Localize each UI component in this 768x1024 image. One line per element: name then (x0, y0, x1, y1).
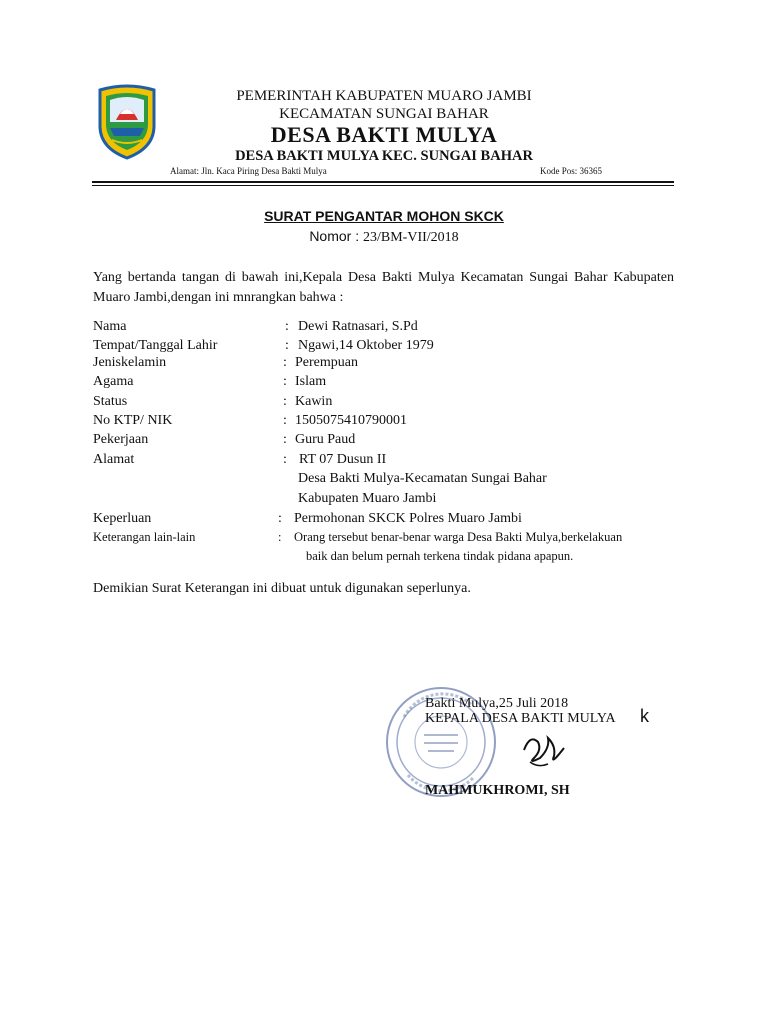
handwritten-signature (520, 728, 570, 770)
village-name: DESA BAKTI MULYA (270, 122, 498, 147)
field-label-pekerjaan: Pekerjaan (93, 432, 149, 447)
field-value-keterangan-line2: baik dan belum pernah terkena tindak pidana apapun. (306, 549, 574, 563)
field-label-nik: No KTP/ NIK (93, 413, 173, 428)
field-value-ttl: Ngawi,14 Oktober 1979 (298, 338, 434, 353)
field-value-status: Kawin (295, 394, 333, 409)
field-label-nama: Nama (93, 319, 127, 334)
field-colon: : (283, 452, 287, 467)
field-value-nik: 1505075410790001 (295, 413, 407, 428)
letter-number-label: Nomor : (309, 228, 363, 244)
field-colon: : (283, 432, 287, 447)
field-label-alamat: Alamat (93, 452, 135, 467)
intro-paragraph: Yang bertanda tangan di bawah ini,Kepala Desa Bakti Mulya Kecamatan Sungai Bahar Kabupaten Muaro Jambi,dengan ini mnrangkan bahwa : (93, 270, 674, 305)
field-value-alamat-line2: Desa Bakti Mulya-Kecamatan Sungai Bahar (298, 471, 547, 486)
field-colon: : (278, 511, 282, 526)
field-label-keterangan: Keterangan lain-lain (93, 530, 196, 544)
field-label-agama: Agama (93, 374, 134, 389)
closing-paragraph: Demikian Surat Keterangan ini dibuat untuk digunakan seperlunya. (93, 581, 471, 596)
field-colon: : (285, 338, 289, 353)
field-value-gender: Perempuan (295, 355, 358, 370)
field-value-keperluan: Permohonan SKCK Polres Muaro Jambi (294, 511, 522, 526)
field-value-alamat: RT 07 Dusun II (299, 452, 387, 467)
field-value-nama: Dewi Ratnasari, S.Pd (298, 319, 418, 334)
signature-place-date: Bakti Mulya,25 Juli 2018 (425, 696, 569, 711)
signature-initial-mark: k (640, 706, 649, 726)
government-name: PEMERINTAH KABUPATEN MUARO JAMBI (236, 88, 532, 104)
field-label-status: Status (93, 394, 128, 409)
office-address: Alamat: Jln. Kaca Piring Desa Bakti Mulya (170, 166, 327, 176)
signatory-name: MAHMUKHROMI, SH (425, 783, 570, 798)
field-colon: : (278, 530, 282, 544)
field-colon: : (283, 355, 287, 370)
field-colon: : (285, 319, 289, 334)
field-label-ttl: Tempat/Tanggal Lahir (93, 338, 218, 353)
letter-title: SURAT PENGANTAR MOHON SKCK (264, 208, 504, 224)
letter-number-value: 23/BM-VII/2018 (363, 230, 459, 245)
field-colon: : (283, 413, 287, 428)
field-value-pekerjaan: Guru Paud (295, 432, 356, 447)
field-value-agama: Islam (295, 374, 327, 389)
district-name: KECAMATAN SUNGAI BAHAR (279, 106, 489, 122)
field-value-alamat-line3: Kabupaten Muaro Jambi (298, 491, 437, 506)
village-subtitle: DESA BAKTI MULYA KEC. SUNGAI BAHAR (235, 148, 533, 164)
header-rule-thick (92, 181, 674, 183)
field-label-keperluan: Keperluan (93, 511, 152, 526)
letter-number (170, 228, 598, 246)
field-colon: : (283, 374, 287, 389)
field-colon: : (283, 394, 287, 409)
header-rule-thin (92, 185, 674, 186)
field-value-keterangan: Orang tersebut benar-benar warga Desa Bakti Mulya,berkelakuan (294, 530, 623, 544)
signature-position: KEPALA DESA BAKTI MULYA (425, 711, 616, 726)
postal-code: Kode Pos: 36365 (540, 166, 603, 176)
regency-logo (96, 84, 158, 160)
field-label-gender: Jeniskelamin (93, 355, 167, 370)
